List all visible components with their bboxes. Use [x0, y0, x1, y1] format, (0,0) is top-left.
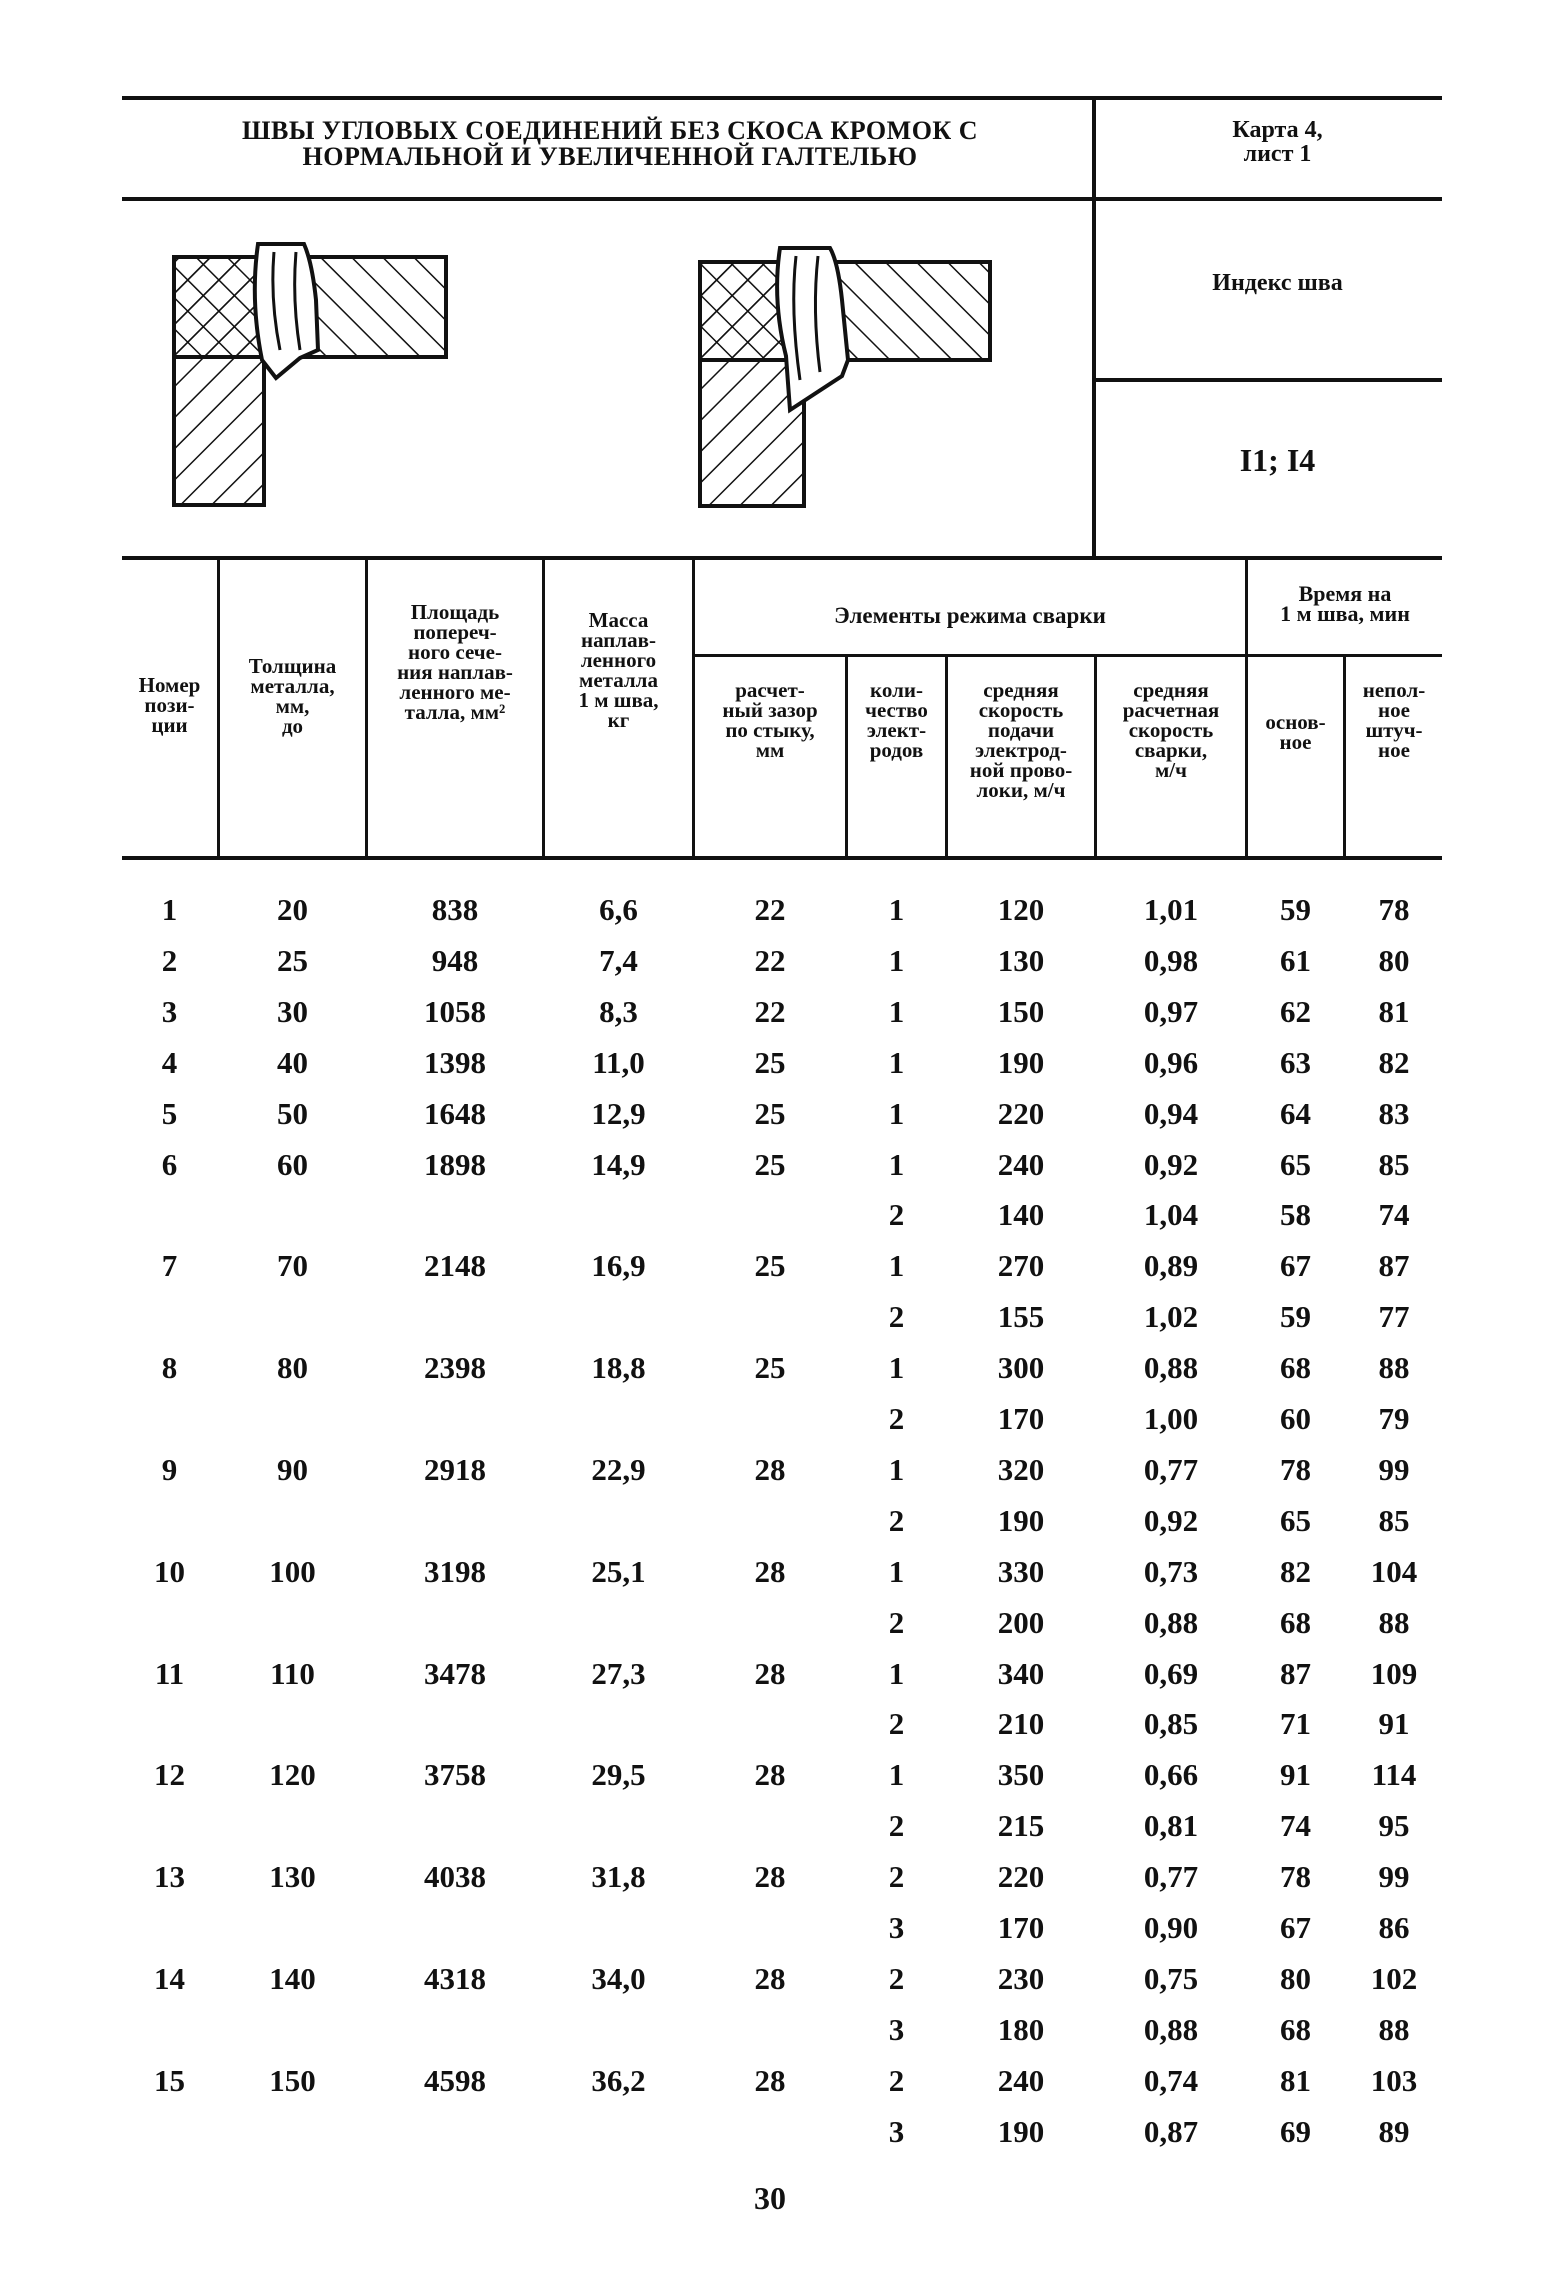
cell-pos: 2 [161, 943, 178, 978]
cell-piece: 102 [1370, 1961, 1418, 1996]
cell-area: 948 [431, 943, 479, 978]
cell-base: 91 [1280, 1757, 1311, 1792]
cell-feed: 170 [997, 1910, 1045, 1945]
cell-area: 4318 [424, 1961, 486, 1996]
cell-mass: 31,8 [591, 1859, 646, 1894]
cell-n: 3 [888, 1910, 905, 1945]
cell-thick: 110 [270, 1656, 315, 1691]
cell-base: 68 [1280, 2012, 1311, 2047]
cell-mass: 29,5 [591, 1757, 646, 1792]
cell-base: 63 [1280, 1045, 1311, 1080]
cell-speed: 0,77 [1143, 1859, 1199, 1894]
cell-piece: 114 [1371, 1757, 1417, 1792]
cell-n: 2 [888, 1605, 905, 1640]
cell-piece: 89 [1378, 2114, 1410, 2149]
cell-base: 82 [1280, 1554, 1311, 1589]
cell-feed: 190 [997, 2114, 1045, 2149]
cell-base: 71 [1280, 1706, 1311, 1741]
cell-feed: 340 [997, 1656, 1045, 1691]
cell-mass: 12,9 [591, 1096, 646, 1131]
cell-thick: 100 [269, 1554, 316, 1589]
cell-base: 65 [1280, 1503, 1311, 1538]
cell-gap: 28 [754, 1961, 786, 1996]
cell-mass: 25,1 [591, 1554, 646, 1589]
cell-base: 87 [1280, 1656, 1311, 1691]
cell-speed: 0,74 [1143, 2063, 1199, 2098]
cell-mass: 11,0 [592, 1045, 645, 1080]
cell-mass: 14,9 [591, 1147, 646, 1182]
index-label: Индекс шва [1212, 270, 1343, 296]
cell-piece: 103 [1370, 2063, 1418, 2098]
cell-speed: 1,00 [1143, 1401, 1199, 1436]
title-line-2: НОРМАЛЬНОЙ И УВЕЛИЧЕННОЙ ГАЛТЕЛЬЮ [302, 142, 918, 171]
title-line-1: ШВЫ УГЛОВЫХ СОЕДИНЕНИЙ БЕЗ СКОСА КРОМОК С [241, 116, 979, 145]
cell-piece: 109 [1370, 1656, 1418, 1691]
cell-n: 1 [888, 1452, 905, 1487]
cell-speed: 0,92 [1143, 1503, 1199, 1538]
cell-pos: 9 [161, 1452, 178, 1487]
cell-thick: 50 [277, 1096, 308, 1131]
cell-feed: 330 [997, 1554, 1045, 1589]
cell-gap: 28 [754, 1554, 786, 1589]
cell-base: 58 [1280, 1197, 1311, 1232]
cell-feed: 180 [997, 2012, 1045, 2047]
cell-n: 1 [888, 1147, 905, 1182]
cell-n: 1 [888, 943, 905, 978]
cell-area: 3198 [424, 1554, 486, 1589]
cell-gap: 25 [754, 1350, 786, 1385]
cell-mass: 18,8 [591, 1350, 646, 1385]
col-header-electrodes: коли- чество элект- родов [865, 678, 928, 762]
cell-n: 1 [888, 1096, 905, 1131]
cell-mass: 34,0 [591, 1961, 646, 1996]
col-header-feed: средняя скорость подачи электрод- ной прово- локи, м/ч [969, 678, 1073, 802]
cell-thick: 70 [277, 1248, 308, 1283]
cell-pos: 5 [161, 1096, 178, 1131]
cell-base: 59 [1280, 892, 1311, 927]
cell-area: 2148 [424, 1248, 486, 1283]
cell-n: 2 [888, 1706, 905, 1741]
cell-piece: 88 [1378, 1605, 1410, 1640]
card-line-1: Карта 4, [1232, 117, 1323, 143]
col-header-gap: расчет- ный зазор по стыку, мм [722, 678, 818, 762]
cell-piece: 88 [1378, 2012, 1410, 2047]
cell-gap: 28 [754, 1757, 786, 1792]
cell-speed: 0,88 [1143, 1605, 1199, 1640]
cell-pos: 15 [154, 2063, 185, 2098]
col-header-mass: Масса наплав- ленного металла 1 м шва, кг [578, 608, 659, 732]
cell-mass: 16,9 [591, 1248, 646, 1283]
cell-gap: 28 [754, 2063, 786, 2098]
cell-area: 2398 [424, 1350, 486, 1385]
cell-feed: 215 [997, 1808, 1045, 1843]
cell-piece: 81 [1378, 994, 1410, 1029]
cell-piece: 77 [1378, 1299, 1410, 1334]
cell-n: 1 [888, 1656, 905, 1691]
cell-feed: 170 [997, 1401, 1045, 1436]
cell-base: 81 [1280, 2063, 1311, 2098]
cell-n: 2 [888, 1299, 905, 1334]
cell-gap: 22 [754, 943, 786, 978]
cell-piece: 82 [1378, 1045, 1410, 1080]
cell-speed: 0,73 [1143, 1554, 1199, 1589]
cell-piece: 83 [1378, 1096, 1410, 1131]
cell-base: 61 [1280, 943, 1311, 978]
cell-piece: 104 [1370, 1554, 1418, 1589]
cell-feed: 350 [997, 1757, 1045, 1792]
cell-area: 1058 [424, 994, 486, 1029]
cell-area: 4038 [424, 1859, 486, 1894]
cell-thick: 20 [277, 892, 308, 927]
col-header-position: Номер пози- ции [138, 673, 201, 737]
cell-n: 3 [888, 2114, 905, 2149]
cell-piece: 85 [1378, 1147, 1410, 1182]
cell-speed: 0,96 [1143, 1045, 1199, 1080]
cell-piece: 86 [1378, 1910, 1410, 1945]
cell-pos: 8 [161, 1350, 178, 1385]
cell-pos: 6 [161, 1147, 178, 1182]
cell-feed: 230 [997, 1961, 1045, 1996]
cell-thick: 90 [277, 1452, 308, 1487]
cell-base: 78 [1280, 1452, 1311, 1487]
col-header-area: Площадь попереч- ного сече- ния наплав- ленного ме- талла, мм² [397, 600, 513, 724]
cell-piece: 79 [1378, 1401, 1410, 1436]
cell-piece: 85 [1378, 1503, 1410, 1538]
cell-mass: 6,6 [599, 892, 638, 927]
cell-base: 68 [1280, 1605, 1311, 1640]
cell-feed: 240 [997, 1147, 1045, 1182]
cell-piece: 74 [1378, 1197, 1410, 1232]
cell-thick: 40 [277, 1045, 308, 1080]
col-header-thickness: Толщина металла, мм, до [248, 654, 337, 738]
cell-piece: 80 [1378, 943, 1410, 978]
cell-gap: 25 [754, 1248, 786, 1283]
cell-pos: 13 [154, 1859, 185, 1894]
cell-feed: 150 [997, 994, 1045, 1029]
cell-gap: 28 [754, 1656, 786, 1691]
cell-speed: 1,02 [1143, 1299, 1199, 1334]
cell-thick: 120 [269, 1757, 316, 1792]
cell-gap: 25 [754, 1045, 786, 1080]
cell-base: 69 [1280, 2114, 1311, 2149]
cell-gap: 25 [754, 1096, 786, 1131]
cell-feed: 155 [997, 1299, 1045, 1334]
cell-base: 80 [1280, 1961, 1311, 1996]
cell-pos: 1 [161, 892, 178, 927]
cell-speed: 0,94 [1143, 1096, 1199, 1131]
cell-mass: 7,4 [599, 943, 638, 978]
cell-feed: 270 [997, 1248, 1045, 1283]
cell-n: 2 [888, 1859, 905, 1894]
cell-gap: 28 [754, 1859, 786, 1894]
cell-pos: 4 [161, 1045, 178, 1080]
cell-n: 2 [888, 2063, 905, 2098]
cell-speed: 0,90 [1143, 1910, 1199, 1945]
cell-pos: 12 [154, 1757, 185, 1792]
cell-feed: 130 [997, 943, 1045, 978]
cell-piece: 95 [1378, 1808, 1410, 1843]
cell-gap: 28 [754, 1452, 786, 1487]
cell-speed: 0,66 [1143, 1757, 1199, 1792]
cell-mass: 27,3 [591, 1656, 646, 1691]
cell-area: 838 [431, 892, 479, 927]
cell-feed: 220 [997, 1096, 1045, 1131]
cell-n: 1 [888, 1350, 905, 1385]
cell-speed: 0,97 [1143, 994, 1199, 1029]
cell-speed: 0,89 [1143, 1248, 1199, 1283]
cell-base: 65 [1280, 1147, 1311, 1182]
cell-thick: 30 [277, 994, 308, 1029]
cell-piece: 91 [1378, 1706, 1410, 1741]
cell-feed: 190 [997, 1045, 1045, 1080]
cell-piece: 88 [1378, 1350, 1410, 1385]
cell-pos: 11 [154, 1656, 185, 1691]
cell-piece: 99 [1378, 1859, 1410, 1894]
cell-base: 60 [1280, 1401, 1311, 1436]
cell-pos: 10 [154, 1554, 185, 1589]
cell-feed: 190 [997, 1503, 1045, 1538]
cell-thick: 140 [269, 1961, 316, 1996]
cell-n: 1 [888, 994, 905, 1029]
cell-speed: 0,81 [1143, 1808, 1199, 1843]
cell-n: 2 [888, 1961, 905, 1996]
cell-base: 59 [1280, 1299, 1311, 1334]
cell-piece: 99 [1378, 1452, 1410, 1487]
cell-n: 3 [888, 2012, 905, 2047]
cell-pos: 3 [161, 994, 178, 1029]
cell-gap: 22 [754, 892, 786, 927]
cell-speed: 0,69 [1143, 1656, 1199, 1691]
page-number: 30 [754, 2180, 786, 2216]
cell-speed: 0,87 [1143, 2114, 1199, 2149]
cell-feed: 240 [997, 2063, 1045, 2098]
cell-n: 2 [888, 1503, 905, 1538]
cell-thick: 150 [269, 2063, 316, 2098]
cell-pos: 7 [161, 1248, 178, 1283]
cell-feed: 300 [997, 1350, 1045, 1385]
cell-feed: 320 [997, 1452, 1045, 1487]
cell-feed: 200 [997, 1605, 1045, 1640]
cell-area: 1648 [424, 1096, 486, 1131]
cell-speed: 0,75 [1143, 1961, 1199, 1996]
cell-gap: 22 [754, 994, 786, 1029]
cell-n: 2 [888, 1401, 905, 1436]
cell-speed: 0,92 [1143, 1147, 1199, 1182]
cell-speed: 1,01 [1143, 892, 1199, 927]
cell-n: 1 [888, 1248, 905, 1283]
cell-base: 62 [1280, 994, 1311, 1029]
cell-mass: 22,9 [591, 1452, 646, 1487]
cell-thick: 80 [277, 1350, 308, 1385]
cell-speed: 0,88 [1143, 1350, 1199, 1385]
index-value: I1; I4 [1239, 442, 1316, 478]
cell-piece: 78 [1378, 892, 1410, 927]
cell-n: 2 [888, 1197, 905, 1232]
cell-area: 4598 [424, 2063, 486, 2098]
cell-speed: 0,85 [1143, 1706, 1199, 1741]
cell-mass: 8,3 [599, 994, 638, 1029]
cell-feed: 140 [997, 1197, 1045, 1232]
cell-feed: 120 [997, 892, 1045, 927]
cell-feed: 220 [997, 1859, 1045, 1894]
cell-area: 2918 [424, 1452, 486, 1487]
cell-speed: 0,77 [1143, 1452, 1199, 1487]
cell-thick: 60 [277, 1147, 308, 1182]
cell-area: 1398 [424, 1045, 486, 1080]
cell-base: 68 [1280, 1350, 1311, 1385]
col-header-speed: средняя расчетная скорость сварки, м/ч [1122, 678, 1220, 782]
cell-n: 1 [888, 1554, 905, 1589]
cell-area: 3478 [424, 1656, 486, 1691]
cell-area: 3758 [424, 1757, 486, 1792]
cell-speed: 0,98 [1143, 943, 1199, 978]
cell-base: 74 [1280, 1808, 1311, 1843]
cell-thick: 25 [277, 943, 308, 978]
cell-thick: 130 [269, 1859, 316, 1894]
cell-base: 64 [1280, 1096, 1311, 1131]
cell-speed: 0,88 [1143, 2012, 1199, 2047]
col-header-base-time: основ- ное [1265, 710, 1326, 754]
cell-mass: 36,2 [591, 2063, 646, 2098]
card-line-2: лист 1 [1243, 141, 1312, 167]
cell-n: 1 [888, 1045, 905, 1080]
cell-base: 67 [1280, 1248, 1311, 1283]
cell-feed: 210 [997, 1706, 1045, 1741]
col-header-mode-group: Элементы режима сварки [834, 603, 1106, 628]
col-header-time-group: Время на 1 м шва, мин [1280, 581, 1410, 626]
col-header-piece-time: непол- ное штуч- ное [1362, 678, 1426, 762]
cell-gap: 25 [754, 1147, 786, 1182]
cell-n: 1 [888, 1757, 905, 1792]
cell-base: 78 [1280, 1859, 1311, 1894]
cell-n: 2 [888, 1808, 905, 1843]
cell-base: 67 [1280, 1910, 1311, 1945]
cell-speed: 1,04 [1143, 1197, 1199, 1232]
cell-n: 1 [888, 892, 905, 927]
cell-area: 1898 [424, 1147, 486, 1182]
cell-piece: 87 [1378, 1248, 1410, 1283]
cell-pos: 14 [154, 1961, 185, 1996]
